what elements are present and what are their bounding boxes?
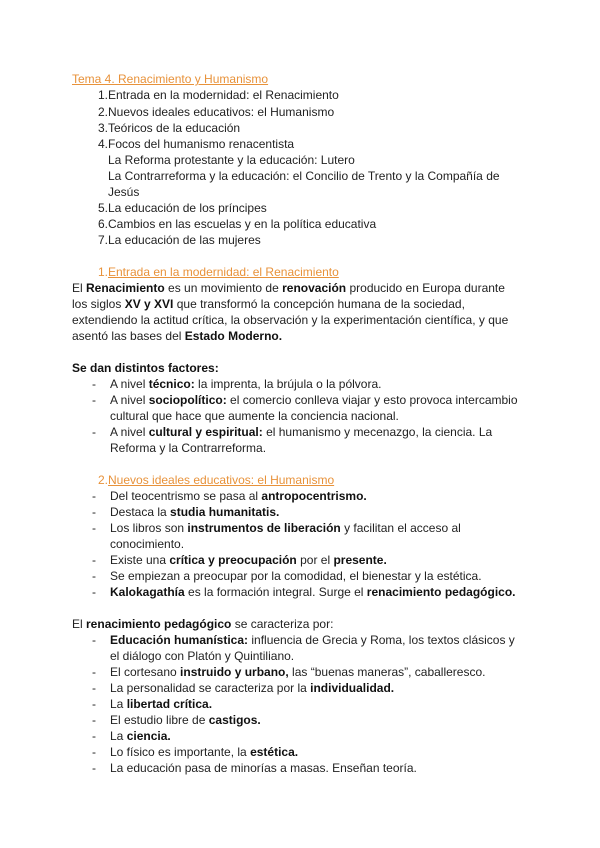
list-item: - A nivel sociopolítico: el comercio conlleva viajar y esto provoca intercambio — [92, 393, 518, 407]
list-item: - Educación humanística: influencia de Grecia y Roma, los textos clásicos y — [92, 633, 515, 647]
toc-item: 2. Nuevos ideales educativos: el Humanismo — [97, 105, 335, 119]
section-2-heading[interactable]: 2. Nuevos ideales educativos: el Humanismo — [97, 473, 335, 487]
list-item: - Los libros son instrumentos de liberación y facilitan el acceso al — [92, 521, 461, 535]
list-item: - Lo físico es importante, la estética. — [92, 745, 299, 759]
toc-item: 3. Teóricos de la educación — [97, 121, 241, 135]
list-item: - A nivel cultural y espiritual: el humanismo y mecenazgo, la ciencia. La — [92, 425, 493, 439]
document-title-link[interactable]: Tema 4. Renacimiento y Humanismo — [72, 72, 269, 86]
pedagogic-intro: El renacimiento pedagógico se caracteriza por: — [72, 617, 334, 631]
toc-item: 4. Focos del humanismo renacentista — [97, 137, 295, 151]
toc-item: 5. La educación de los príncipes — [97, 201, 267, 215]
list-item: - La libertad crítica. — [92, 697, 213, 711]
toc-item: 7. La educación de las mujeres — [97, 233, 261, 247]
list-item: - Del teocentrismo se pasa al antropocentrismo. — [92, 489, 367, 503]
list-item: - El cortesano instruido y urbano, las “buenas maneras”, caballeresco. — [92, 665, 486, 679]
section-1-heading[interactable]: 1. Entrada en la modernidad: el Renacimiento — [97, 265, 339, 279]
factors-title: Se dan distintos factores: — [72, 361, 219, 375]
list-item: - La ciencia. — [92, 729, 171, 743]
list-item: - Kalokagathía es la formación integral. Surge el renacimiento pedagógico. — [92, 585, 516, 599]
list-item: - Destaca la studia humanitatis. — [92, 505, 280, 519]
list-item: - El estudio libre de castigos. — [92, 713, 261, 727]
list-item: - A nivel técnico: la imprenta, la brújula o la pólvora. — [92, 377, 382, 391]
document-page: Tema 4. Renacimiento y Humanismo 1. Entrada en la modernidad: el Renacimiento 2. Nuevos ideales educativos: el Humanismo 3. Teóricos de la educación 4. Focos del humanismo renacentista La Reforma protestante y la educación: Lutero La Contrarreforma y la educación: el Concilio de Trento y la Compañía de Jesús 5. La educación de los príncipes 6. Cambios en las escuelas y en la política educativa 7. La educación de las mujeres 1. Entrada en la modernidad: el Renacimiento El Renacimiento es un movimiento de renovación producido en Europa durante los siglos XV y XVI que transformó la concepción humana de la sociedad, extendiendo la actitud crítica, la observación y la experimentación científica, y que asentó las bases del Estado Moderno. Se dan distintos factores: - A nivel técnico: la imprenta, la brújula o la pólvora. - A nivel sociopolítico: el comercio conlleva viajar y esto provoca intercambio cultural que hace que aumente la conciencia nacional. - A nivel cultural y espiritual: el humanismo y mecenazgo, la ciencia. La Reforma y la Contrarreforma. 2. Nuevos ideales educativos: el Humanismo - Del teocentrismo se pasa al antropocentrismo. - Destaca la studia humanitatis. - Los libros son instrumentos de liberación y facilitan el acceso al conocimiento. - Existe una crítica y preocupación por el presente. - Se empiezan a preocupar por la comodidad, el bienestar y la estética. - Kalokagathía es la formación integral. Surge el renacimiento pedagógico. El renacimiento pedagógico se caracteriza por: - Educación humanística: influencia de Grecia y Roma, los textos clásicos y el diálogo con Platón y Quintiliano. - El cortesano instruido y urbano, las “buenas maneras”, caballeresco. - La personalidad se caracteriza por la individualidad. - La libertad crítica. - El estudio libre de castigos. - La ciencia. - Lo físico es importante, la estética. - La educación pasa de minorías a masas. Enseñan teoría. — [72, 72, 518, 775]
list-item: - La educación pasa de minorías a masas. Enseñan teoría. — [92, 761, 417, 775]
list-item: - Se empiezan a preocupar por la comodidad, el bienestar y la estética. — [92, 569, 482, 583]
toc-subitem: La Contrarreforma y la educación: el Concilio de Trento y la Compañía de — [108, 169, 500, 183]
toc-subitem: La Reforma protestante y la educación: Lutero — [108, 153, 355, 167]
toc-subitem: Jesús — [108, 185, 140, 199]
toc-item: 6. Cambios en las escuelas y en la política educativa — [97, 217, 377, 231]
list-item: - La personalidad se caracteriza por la individualidad. — [92, 681, 395, 695]
list-item: - Existe una crítica y preocupación por el presente. — [92, 553, 387, 567]
toc-item: 1. Entrada en la modernidad: el Renacimiento — [97, 88, 339, 102]
